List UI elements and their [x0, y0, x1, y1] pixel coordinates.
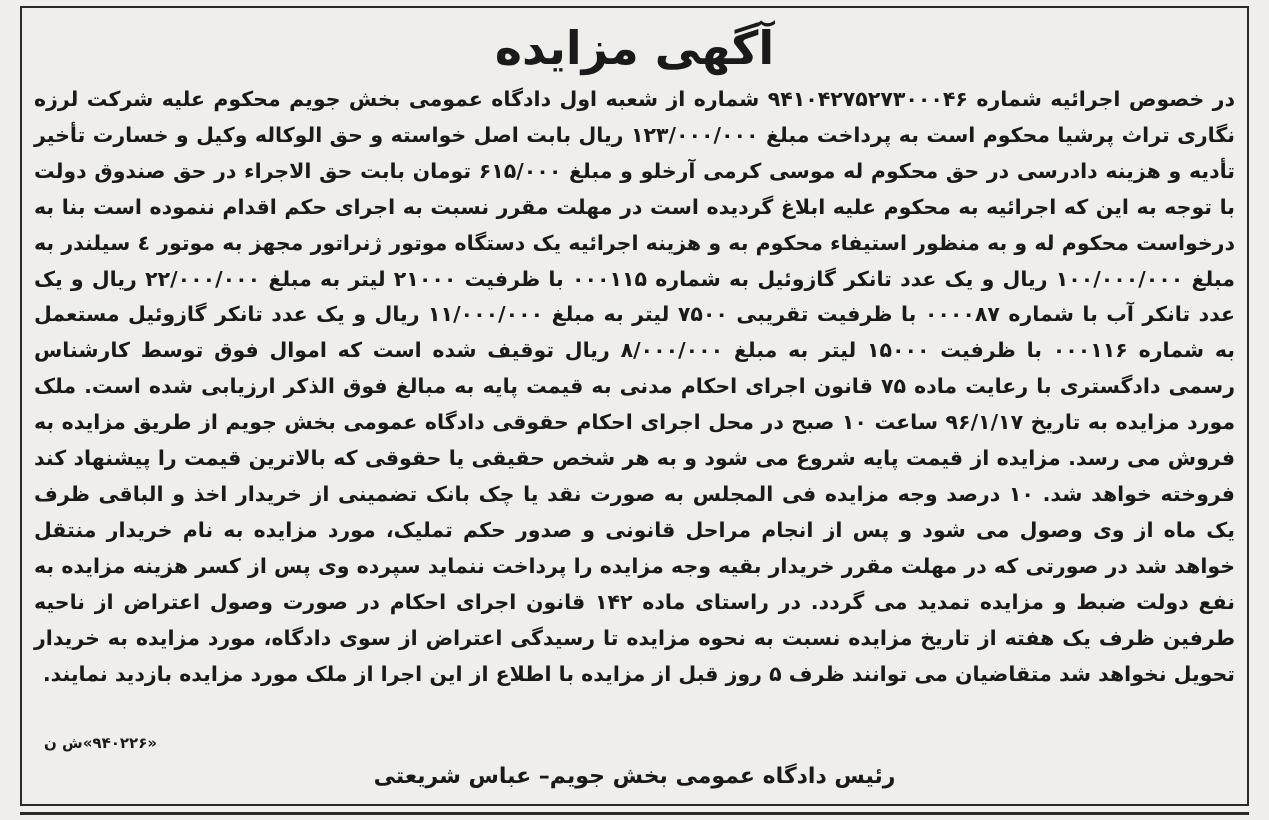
notice-title: آگهی مزایده: [494, 21, 775, 75]
reference-code: «۹۴۰۲۲۶»ش ن: [44, 734, 158, 752]
notice-body: در خصوص اجرائیه شماره ۹۴۱۰۴۲۷۵۲۷۳۰۰۰۴۶ شماره از شعبه اول دادگاه عمومی بخش جویم محکوم علیه شرکت لرزه نگاری تراث پرشیا محکوم است به پرداخت مبلغ ۱۲۳/۰۰۰/۰۰۰ ریال بابت اصل خواسته و حق الوکاله وکیل و خسارت تأخیر تأدیه و هزینه دادرسی در حق محکوم له موسی کرمی آرخلو و مبلغ ۶۱۵/۰۰۰ تومان بابت حق الاجراء در حق صندوق دولت با توجه به این که اجرائیه به محکوم علیه ابلاغ گردیده است در مهلت مقرر نسبت به اجرای حکم اقدام ننموده است بنا به درخواست محکوم له و به منظور استیفاء محکوم به و هزینه اجرائیه یک دستگاه موتور ژنراتور مجهز به موتور ٤ سیلندر به مبلغ ۱۰۰/۰۰۰/۰۰۰ ریال و یک عدد تانکر گازوئیل به شماره ۰۰۰۱۱۵ با ظرفیت ۲۱۰۰۰ لیتر به مبلغ ۲۲/۰۰۰/۰۰۰ ریال و یک عدد تانکر آب با شماره ۰۰۰۰۸۷ با ظرفیت تقریبی ۷۵۰۰ لیتر به مبلغ ۱۱/۰۰۰/۰۰۰ ریال و یک عدد تانکر گازوئیل مستعمل به شماره ۰۰۰۱۱۶ با ظرفیت ۱۵۰۰۰ لیتر به مبلغ ۸/۰۰۰/۰۰۰ ریال توقیف شده است که اموال فوق توسط کارشناس رسمی دادگستری با رعایت ماده ۷۵ قانون اجرای احکام مدنی به قیمت پایه به مبالغ فوق الذکر ارزیابی شده است. ملک مورد مزایده به تاریخ ۹۶/۱/۱۷ ساعت ۱۰ صبح در محل اجرای احکام حقوقی دادگاه عمومی بخش جویم از طریق مزایده به فروش می رسد. مزایده از قیمت پایه شروع می شود و به هر شخص حقیقی یا حقوقی که بالاترین قیمت را پیشنهاد کند فروخته خواهد شد. ۱۰ درصد وجه مزایده فی المجلس به صورت نقد یا چک بانک تضمینی از خریدار اخذ و الباقی ظرف یک ماه از وی وصول می شود و پس از انجام مراحل قانونی و صدور حکم تملیک، مورد مزایده به نام خریدار منتقل خواهد شد در صورتی که در مهلت مقرر خریدار بقیه وجه مزایده را پرداخت ننماید سپرده وی پس از کسر هزینه مزایده به نفع دولت ضبط و مزایده تمدید می گردد. در راستای ماده ۱۴۲ قانون اجرای احکام در صورت وصول اعتراض از ناحیه طرفین ظرف یک هفته از تاریخ مزایده نسبت به نحوه مزایده تا رسیدگی اعتراض از سوی دادگاه، مورد مزایده به خریدار تحویل نخواهد شد متقاضیان می توانند ظرف ۵ روز قبل از مزایده با اطلاع از این اجرا از ملک مورد مزایده بازدید نمایند.: [34, 87, 1236, 686]
signature-line: رئیس دادگاه عمومی بخش جویم– عباس شریعتی: [373, 764, 896, 789]
bottom-rule: [20, 812, 1249, 815]
